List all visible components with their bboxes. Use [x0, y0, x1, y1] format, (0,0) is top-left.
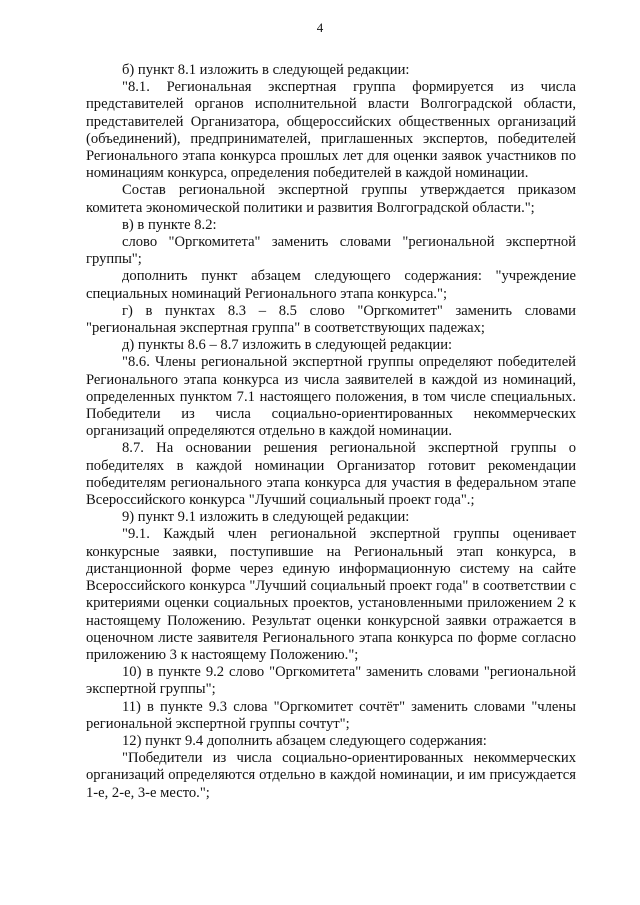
paragraph-v-add: дополнить пункт абзацем следующего содержания: "учреждение специальных номинаций Регионального этапа конкурса."; — [86, 268, 576, 302]
paragraph-9-1: "9.1. Каждый член региональной экспертной группы оценивает конкурсные заявки, поступившие на Региональный этап конкурса, в дистанционной форме через единую информационную систему на сайте Всероссийского конкурса "Лучший социальный проект года" в соответствии с критериями оценки социальных проектов, установленными приложением 2 к настоящему Положению. Результат оценки конкурсной заявки отражается в оценочном листе заявителя Регионального этапа конкурса по форме согласно приложению 3 к настоящему Положению."; — [86, 526, 576, 663]
paragraph-v-word-replace: слово "Оргкомитета" заменить словами "региональной экспертной группы"; — [86, 234, 576, 268]
paragraph-d-intro: д) пункты 8.6 – 8.7 изложить в следующей редакции: — [122, 337, 453, 354]
paragraph-g: г) в пунктах 8.3 – 8.5 слово "Оргкомитет" заменить словами "региональная экспертная группа" в соответствующих падежах; — [86, 302, 576, 337]
paragraph-12-intro: 12) пункт 9.4 дополнить абзацем следующего содержания: — [122, 732, 487, 749]
paragraph-v-intro: в) в пункте 8.2: — [122, 216, 217, 233]
paragraph-10: 10) в пункте 9.2 слово "Оргкомитета" заменить словами "региональной экспертной группы"; — [86, 664, 576, 698]
paragraph-8-1: "8.1. Региональная экспертная группа формируется из числа представителей органов исполнительной власти Волгоградской области, представителей Организатора, общероссийских общественных организаций (объединений), предпринимателей, приглашенных экспертов, победителей Регионального этапа конкурса прошлых лет для оценки заявок участников по номинациям конкурса, определения победителей в каждой номинации. — [86, 79, 576, 182]
paragraph-12-text: "Победители из числа социально-ориентированных некоммерческих организаций определяются отдельно в каждой номинации, и им присуждается 1-е, 2-е, 3-е место."; — [86, 750, 576, 801]
page-number: 4 — [316, 20, 324, 35]
paragraph-9-intro: 9) пункт 9.1 изложить в следующей редакции: — [122, 509, 410, 526]
paragraph-8-7: 8.7. На основании решения региональной экспертной группы о победителях в каждой номинации Организатор готовит рекомендации победителям регионального этапа конкурса для участия в федеральном этапе Всероссийского конкурса "Лучший социальный проект года".; — [86, 440, 576, 509]
document-body — [86, 62, 576, 802]
paragraph-8-1-composition: Состав региональной экспертной группы утверждается приказом комитета экономической политики и развития Волгоградской области."; — [86, 182, 576, 216]
paragraph-8-6: "8.6. Члены региональной экспертной группы определяют победителей Регионального этапа конкурса из числа заявителей в каждой из номинаций, определенных пунктом 7.1 настоящего положения, в том числе специальных. Победители из числа социально-ориентированных некоммерческих организаций определяются отдельно в каждой номинации. — [86, 354, 576, 440]
paragraph-11: 11) в пункте 9.3 слова "Оргкомитет сочтёт" заменить словами "члены региональной экспертной группы сочтут"; — [86, 698, 576, 732]
paragraph-b-intro: б) пункт 8.1 изложить в следующей редакции: — [122, 62, 410, 78]
